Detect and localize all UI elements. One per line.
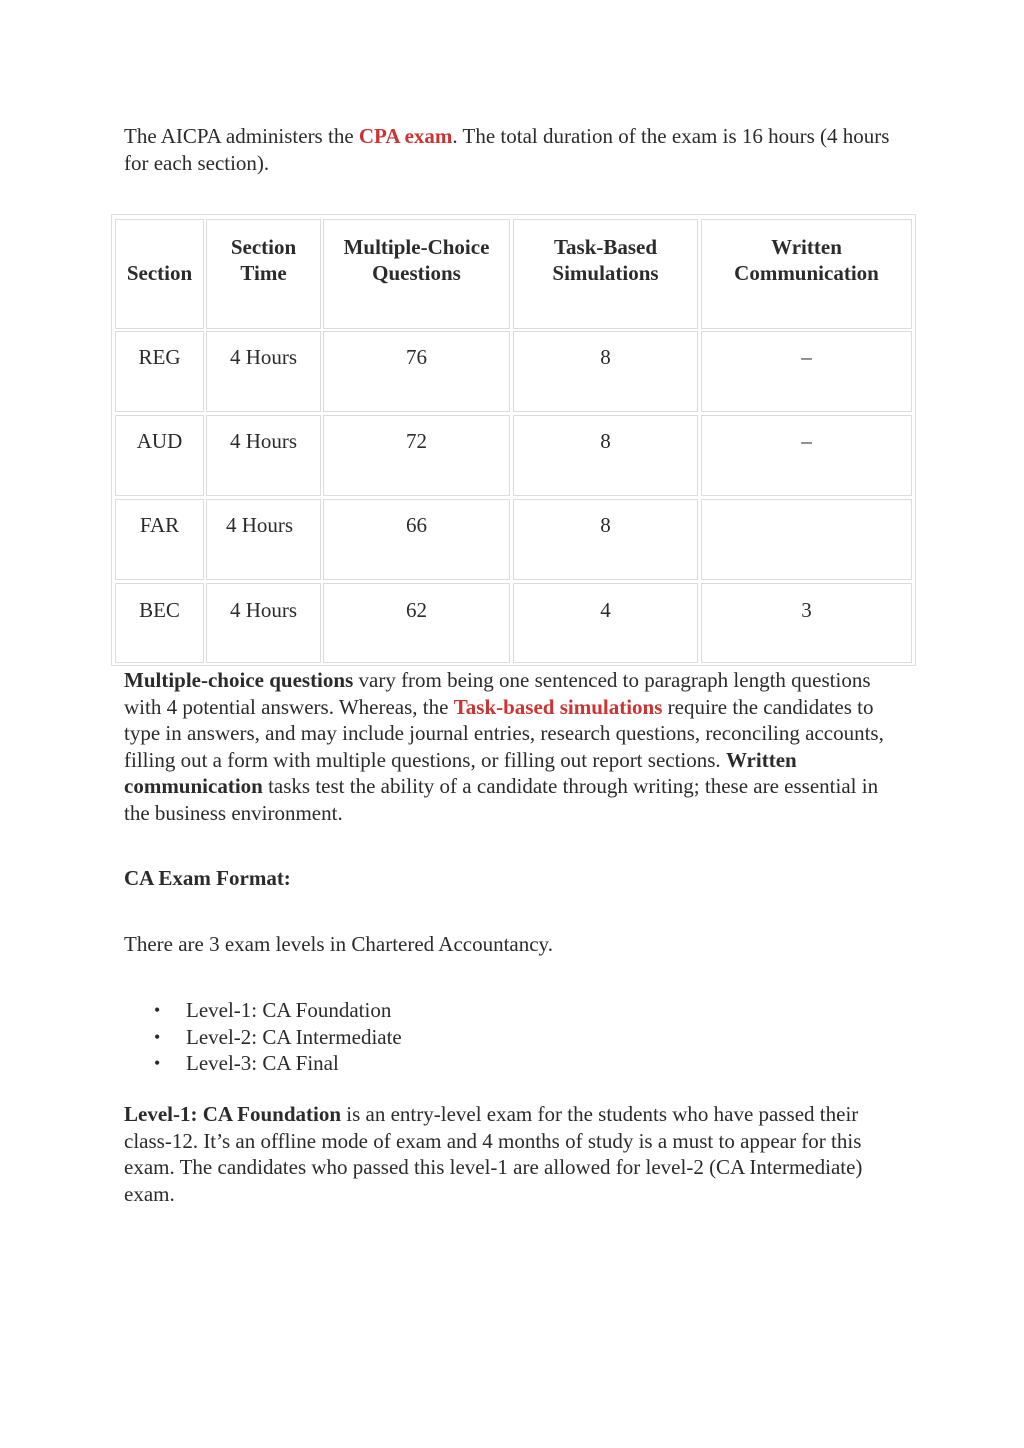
table-cell: [206, 415, 321, 496]
list-item: [124, 1024, 402, 1051]
cell-text: 4: [600, 598, 611, 622]
bullet-icon: •: [154, 1053, 161, 1073]
intro-paragraph: [124, 123, 904, 176]
cell-text: 4 Hours: [229, 429, 298, 453]
cell-text: 72: [406, 429, 427, 453]
levels-list: [124, 997, 402, 1077]
level1-term: Level-1: CA Foundation: [124, 1102, 342, 1126]
table-cell: [323, 415, 510, 496]
table-cell: [513, 331, 698, 412]
table-cell: [701, 583, 912, 663]
mcq-text: vary from being one sentenced to paragraph length questions with 4 potential answers. Whereas, the: [124, 668, 871, 719]
header-mcq: Multiple-Choice Questions: [343, 235, 490, 285]
list-item: [124, 997, 402, 1024]
table-cell: [115, 499, 204, 580]
exam-table: [111, 214, 916, 666]
cell-text: –: [801, 345, 812, 369]
cell-text: FAR: [139, 513, 180, 537]
task-based-simulations-link[interactable]: Task-based simulations: [453, 694, 663, 719]
table-cell: [323, 583, 510, 663]
table-cell: [701, 415, 912, 496]
header-section: Section: [126, 261, 193, 285]
table-cell: [323, 499, 510, 580]
header-tbs: Task-Based Simulations: [552, 235, 659, 285]
cell-text: 4 Hours: [225, 513, 294, 537]
table-cell: [206, 331, 321, 412]
cell-text: 4 Hours: [229, 345, 298, 369]
table-cell: [323, 331, 510, 412]
table-cell: [513, 415, 698, 496]
bullet-icon: •: [154, 1000, 161, 1020]
table-header-cell: [323, 219, 510, 329]
cell-text: REG: [138, 345, 181, 369]
ca-intro-paragraph: There are 3 exam levels in Chartered Accountancy.: [124, 932, 553, 956]
intro-text-end: . The total duration of the exam is 16 hours (4 hours for each section).: [124, 124, 890, 175]
table-cell: [701, 499, 912, 580]
cell-text: 76: [406, 345, 427, 369]
cell-text: 8: [600, 513, 611, 537]
mcq-term: Multiple-choice questions: [124, 668, 354, 692]
table-cell: [206, 583, 321, 663]
ca-exam-format-heading: CA Exam Format:: [124, 866, 291, 890]
table-cell: [115, 583, 204, 663]
cpa-exam-link[interactable]: CPA exam: [358, 124, 453, 148]
cell-text: AUD: [136, 429, 183, 453]
header-written: Written Communication: [734, 235, 879, 285]
cell-text: [702, 500, 911, 512]
table-header-cell: [513, 219, 698, 329]
cell-text: –: [801, 429, 812, 453]
tbs-text: require the candidates to type in answers, and may include journal entries, research questions, reconciling accounts, filling out a form with multiple questions, or filling out report sections.: [124, 694, 884, 772]
table-cell: [115, 331, 204, 412]
details-paragraph: [124, 667, 904, 826]
cell-text: 62: [406, 598, 427, 622]
level-label: Level-1: CA Foundation: [186, 998, 392, 1022]
cell-text: 66: [406, 513, 427, 537]
table-cell: [513, 499, 698, 580]
written-communication-term: Written communication: [124, 747, 797, 798]
cell-text: 8: [600, 345, 611, 369]
table-cell: [206, 499, 321, 580]
table-header-cell: [206, 219, 321, 329]
table-header-cell: [115, 219, 204, 329]
level-label: Level-2: CA Intermediate: [186, 1024, 402, 1049]
list-item: [124, 1050, 402, 1077]
table-header-cell: [701, 219, 912, 329]
wc-text: tasks test the ability of a candidate through writing; these are essential in the business environment.: [124, 774, 879, 825]
table-cell: [513, 583, 698, 663]
level-label: Level-3: CA Final: [186, 1051, 339, 1075]
cell-text: 3: [801, 598, 812, 622]
cell-text: 4 Hours: [229, 598, 298, 622]
level1-paragraph: [124, 1101, 904, 1207]
intro-text: The AICPA administers the: [124, 124, 359, 148]
table-cell: [115, 415, 204, 496]
cell-text: BEC: [139, 598, 180, 622]
bullet-icon: •: [154, 1026, 161, 1047]
cell-text: 8: [600, 429, 611, 453]
level1-text: is an entry-level exam for the students who have passed their class-12. It’s an offline mode of exam and 4 months of study is a must to appear for this exam. The candidates who passed this level-1 are allowed for level-2 (CA Intermediate) exam.: [124, 1102, 863, 1206]
table-cell: [701, 331, 912, 412]
header-section-time: Section Time: [230, 235, 297, 285]
